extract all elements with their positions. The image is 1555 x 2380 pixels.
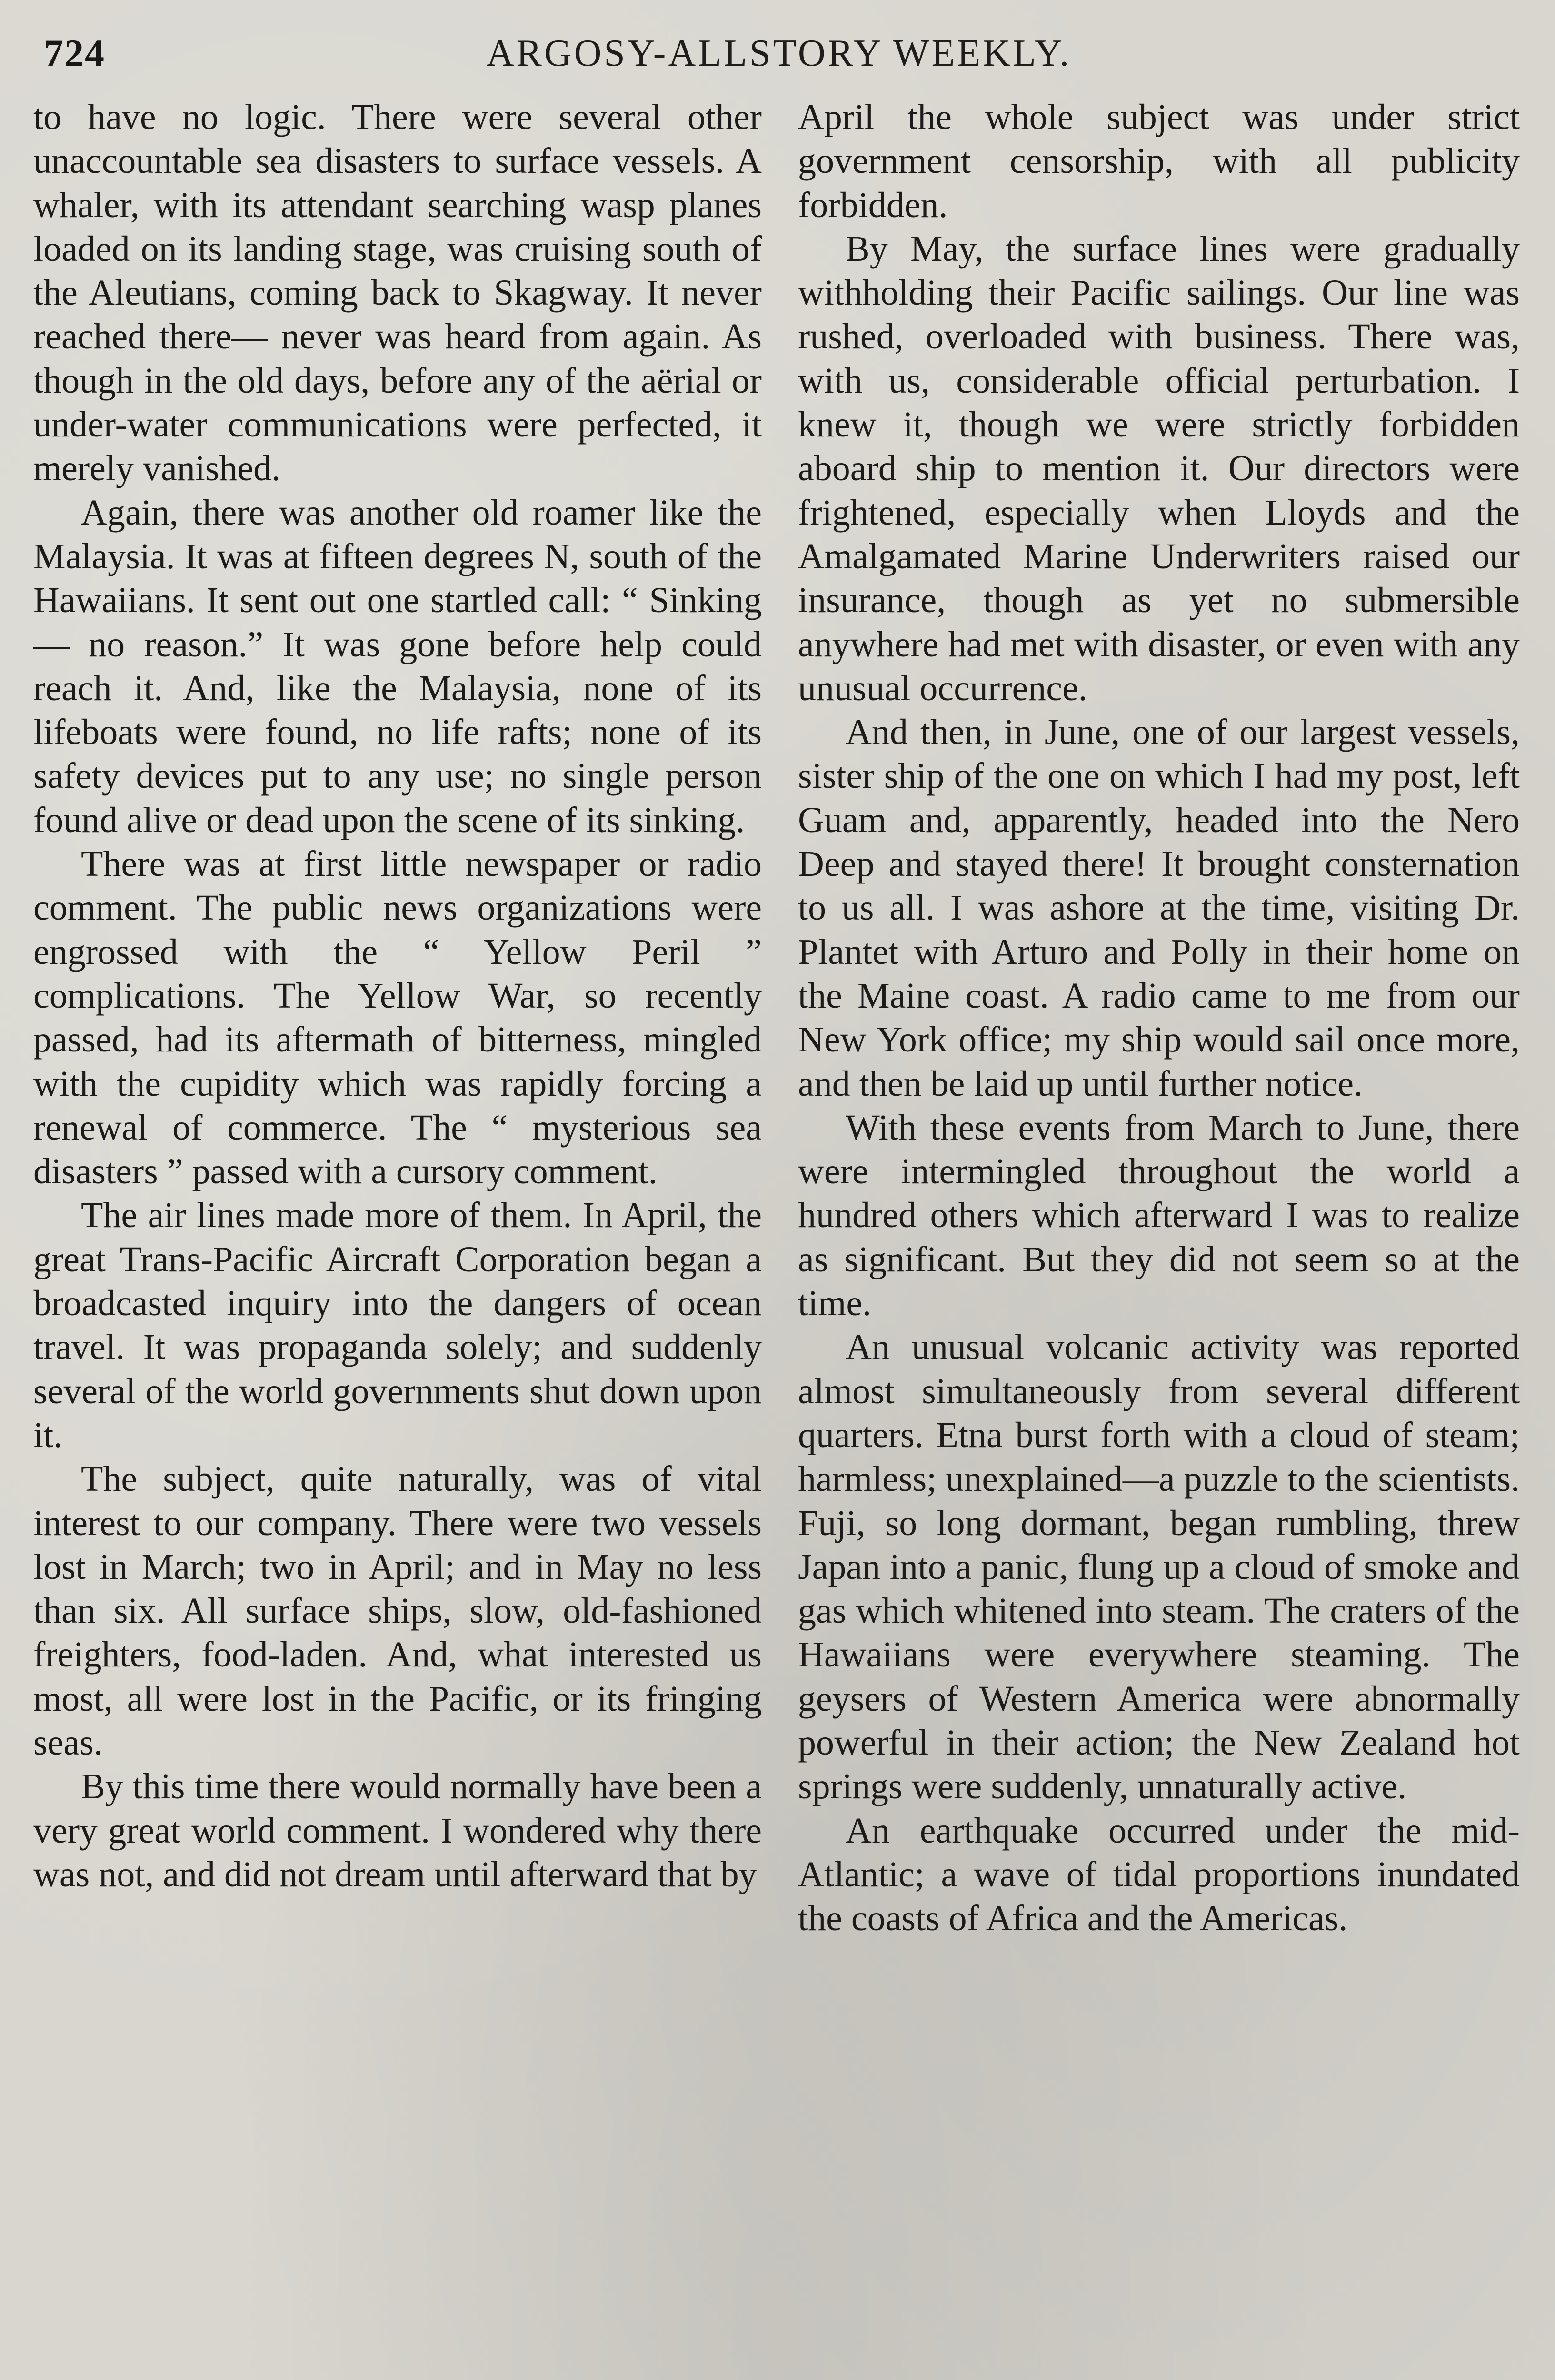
paragraph: There was at first little newspaper or radio comment. The public news organizations were engrossed with the “ Yellow Peril ” complications. The Yellow War, so recently passed, had its aftermath of bitterness, mingled with the cupidity which was rapidly forcing a renewal of commerce. The “ mysterious sea disasters ” passed with a cursory comment. [33,844,762,1192]
right-column [798,95,1520,1940]
paragraph: The air lines made more of them. In April, the great Trans-Pacific Aircraft Corporation began a broadcasted inquiry into the dangers of ocean travel. It was propaganda solely; and suddenly several of the world governments shut down upon it. [33,1195,762,1455]
paragraph: to have no logic. There were several other unaccountable sea disasters to surface vessels. A whaler, with its attendant searching wasp planes loaded on its landing stage, was cruising south of the Aleutians, coming back to Skagway. It never reached there— never was heard from again. As though in the old days, before any of the aërial or under-water communications were perfected, it merely vanished. [33,97,762,489]
paragraph: An earthquake occurred under the mid-Atlantic; a wave of tidal proportions inundated the coasts of Africa and the Americas. [798,1810,1520,1939]
running-title: ARGOSY-ALLSTORY WEEKLY. [486,32,1072,74]
page-header [31,19,1526,90]
left-column [33,95,762,1896]
paragraph: By this time there would normally have been a very great world comment. I wondered why there was not, and did not dream until afterward that by [33,1766,762,1894]
paragraph: With these events from March to June, there were intermingled throughout the world a hundred others which afterward I was to realize as significant. But they did not seem so at the time. [798,1107,1520,1324]
paragraph: The subject, quite naturally, was of vital interest to our company. There were two vessels lost in March; two in April; and in May no less than six. All surface ships, slow, old-fashioned freighters, food-laden. And, what interested us most, all were lost in the Pacific, or its fringing seas. [33,1459,762,1763]
paragraph: April the whole subject was under strict government censorship, with all publicity forbidden. [798,97,1520,225]
page-number: 724 [44,31,105,75]
paragraph: Again, there was another old roamer like the Malaysia. It was at fifteen degrees N, south of the Hawaiians. It sent out one startled call: “ Sinking— no reason.” It was gone before help could reach it. And, like the Malaysia, none of its lifeboats were found, no life rafts; none of its safety devices put to any use; no single person found alive or dead upon the scene of its sinking. [33,492,762,840]
paragraph: An unusual volcanic activity was reported almost simultaneously from several different quarters. Etna burst forth with a cloud of steam; harmless; unexplained—a puzzle to the scientists. Fuji, so long dormant, began rumbling, threw Japan into a panic, flung up a cloud of smoke and gas which whitened into steam. The craters of the Hawaiians were everywhere steaming. The geysers of Western America were abnormally powerful in their action; the New Zealand hot springs were suddenly, unnaturally active. [798,1327,1520,1807]
paragraph: By May, the surface lines were gradually withholding their Pacific sailings. Our line was rushed, overloaded with business. There was, with us, considerable official perturbation. I knew it, though we were strictly forbidden aboard ship to mention it. Our directors were frightened, especially when Lloyds and the Amalgamated Marine Underwriters raised our insurance, though as yet no submersible anywhere had met with disaster, or even with any unusual occurrence. [798,228,1520,708]
paragraph: And then, in June, one of our largest vessels, sister ship of the one on which I had my post, left Guam and, apparently, headed into the Nero Deep and stayed there! It brought consternation to us all. I was ashore at the time, visiting Dr. Plantet with Arturo and Polly in their home on the Maine coast. A radio came to me from our New York office; my ship would sail once more, and then be laid up until further notice. [798,712,1520,1104]
